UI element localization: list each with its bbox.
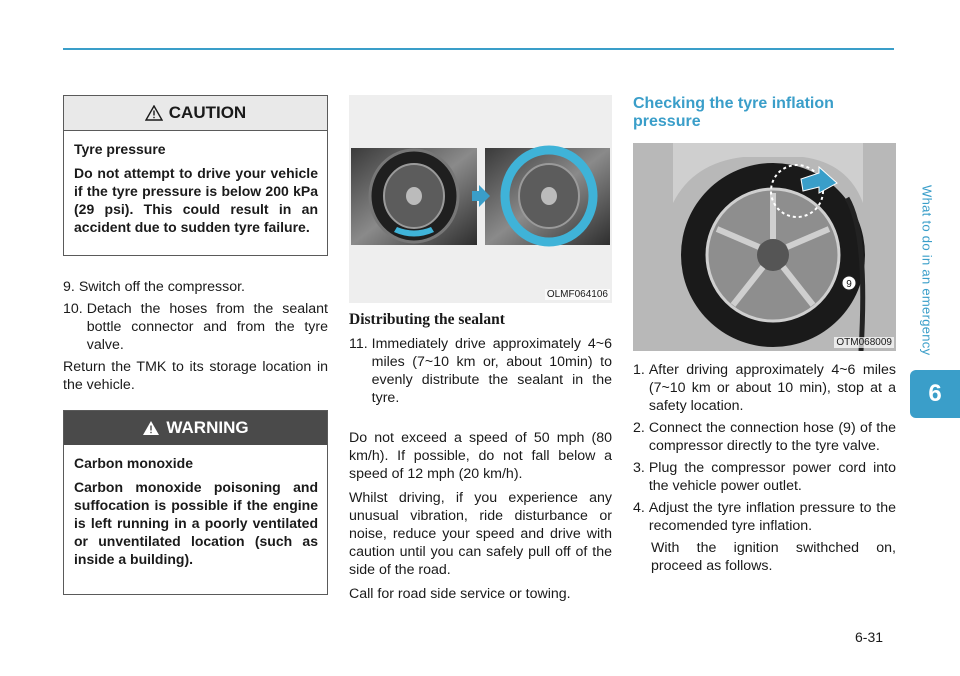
step-number: 3.: [633, 460, 645, 476]
column-middle: [349, 95, 612, 609]
paragraph: Call for road side service or towing.: [349, 586, 571, 602]
column-left: [63, 95, 328, 595]
step-text: Detach the hoses from the sealant bottle connector and from the tyre valve.: [86, 301, 328, 353]
return-text: Return the TMK to its storage location in the vehicle.: [63, 359, 328, 393]
warning-title: WARNING: [166, 418, 249, 437]
callout-number: 9: [846, 279, 852, 290]
list-item: [633, 499, 896, 535]
list-item: [63, 278, 328, 296]
step-number: 9.: [63, 279, 75, 295]
step-number: 10.: [63, 301, 83, 317]
checking-heading: Checking the tyre inflation pressure: [633, 95, 834, 130]
paragraph: Whilst driving, if you experience any unusual vibration, ride disturbance or noise, reduce your speed and drive with caution until you can safely pull off of the side of the road.: [349, 490, 612, 578]
step-number: 2.: [633, 420, 645, 436]
step-text: Connect the connection hose (9) of the compressor directly to the tyre valve.: [648, 420, 896, 454]
step-number: 1.: [633, 362, 645, 378]
figure-code: OTM068009: [836, 337, 892, 348]
steps-left: [63, 278, 328, 394]
step-text: Plug the compressor power cord into the vehicle power outlet.: [648, 460, 896, 494]
caution-title: CAUTION: [168, 103, 247, 122]
distributing-heading: Distributing the sealant: [349, 311, 505, 328]
top-rule: [63, 48, 894, 50]
warning-header: [64, 411, 327, 445]
list-item: [349, 335, 612, 407]
wheel-illustration: [633, 143, 896, 351]
caution-header: [64, 96, 327, 131]
caution-box: [63, 95, 328, 256]
sealant-illustration: [349, 95, 612, 303]
compressor-figure: [633, 143, 896, 351]
caution-subtitle: Tyre pressure: [74, 141, 166, 157]
warning-subtitle: Carbon monoxide: [74, 455, 194, 471]
section-title: What to do in an emergency: [919, 184, 935, 356]
caution-body: Do not attempt to drive your vehicle if the tyre pressure is below 200 kPa (29 psi). This could result in an accident due to sudden tyre failure.: [74, 165, 318, 235]
column-right: [633, 95, 896, 581]
warning-triangle-filled-icon: [142, 420, 160, 436]
tyre-before: [370, 150, 458, 242]
step-number: 4.: [633, 500, 645, 516]
warning-triangle-outline-icon: [145, 105, 163, 121]
list-item: [633, 361, 896, 415]
sealant-figure: [349, 95, 612, 303]
step-text: Adjust the tyre inflation pressure to the recomended tyre inflation.: [648, 500, 896, 534]
chapter-tab: 6: [910, 370, 960, 418]
figure-code: OLMF064106: [546, 289, 608, 300]
wheel: [681, 163, 865, 347]
step-text: After driving approximately 4~6 miles (7~10 km or about 10 min), stop at a safety location.: [648, 362, 896, 414]
list-item: [633, 419, 896, 455]
warning-box: [63, 410, 328, 595]
page-number: 6-31: [855, 629, 884, 645]
checking-note: With the ignition swithched on, proceed as follows.: [651, 540, 896, 574]
list-item: [633, 459, 896, 495]
step-text: Switch off the compressor.: [78, 279, 245, 295]
paragraph: Do not exceed a speed of 50 mph (80 km/h). If possible, do not fall below a speed of 12 mph (20 km/h).: [349, 430, 612, 482]
list-item: [63, 300, 328, 354]
warning-body: Carbon monoxide poisoning and suffocation is possible if the engine is left running in a poorly ventilated or unventilated location (such as inside a building).: [74, 479, 318, 567]
step-text: Immediately drive approximately 4~6 miles (7~10 km or, about 10min) to evenly distribute the sealant in the tyre.: [371, 336, 612, 406]
step-number: 11.: [349, 336, 368, 352]
tyre-after: [505, 150, 593, 242]
checking-steps: [633, 361, 896, 575]
